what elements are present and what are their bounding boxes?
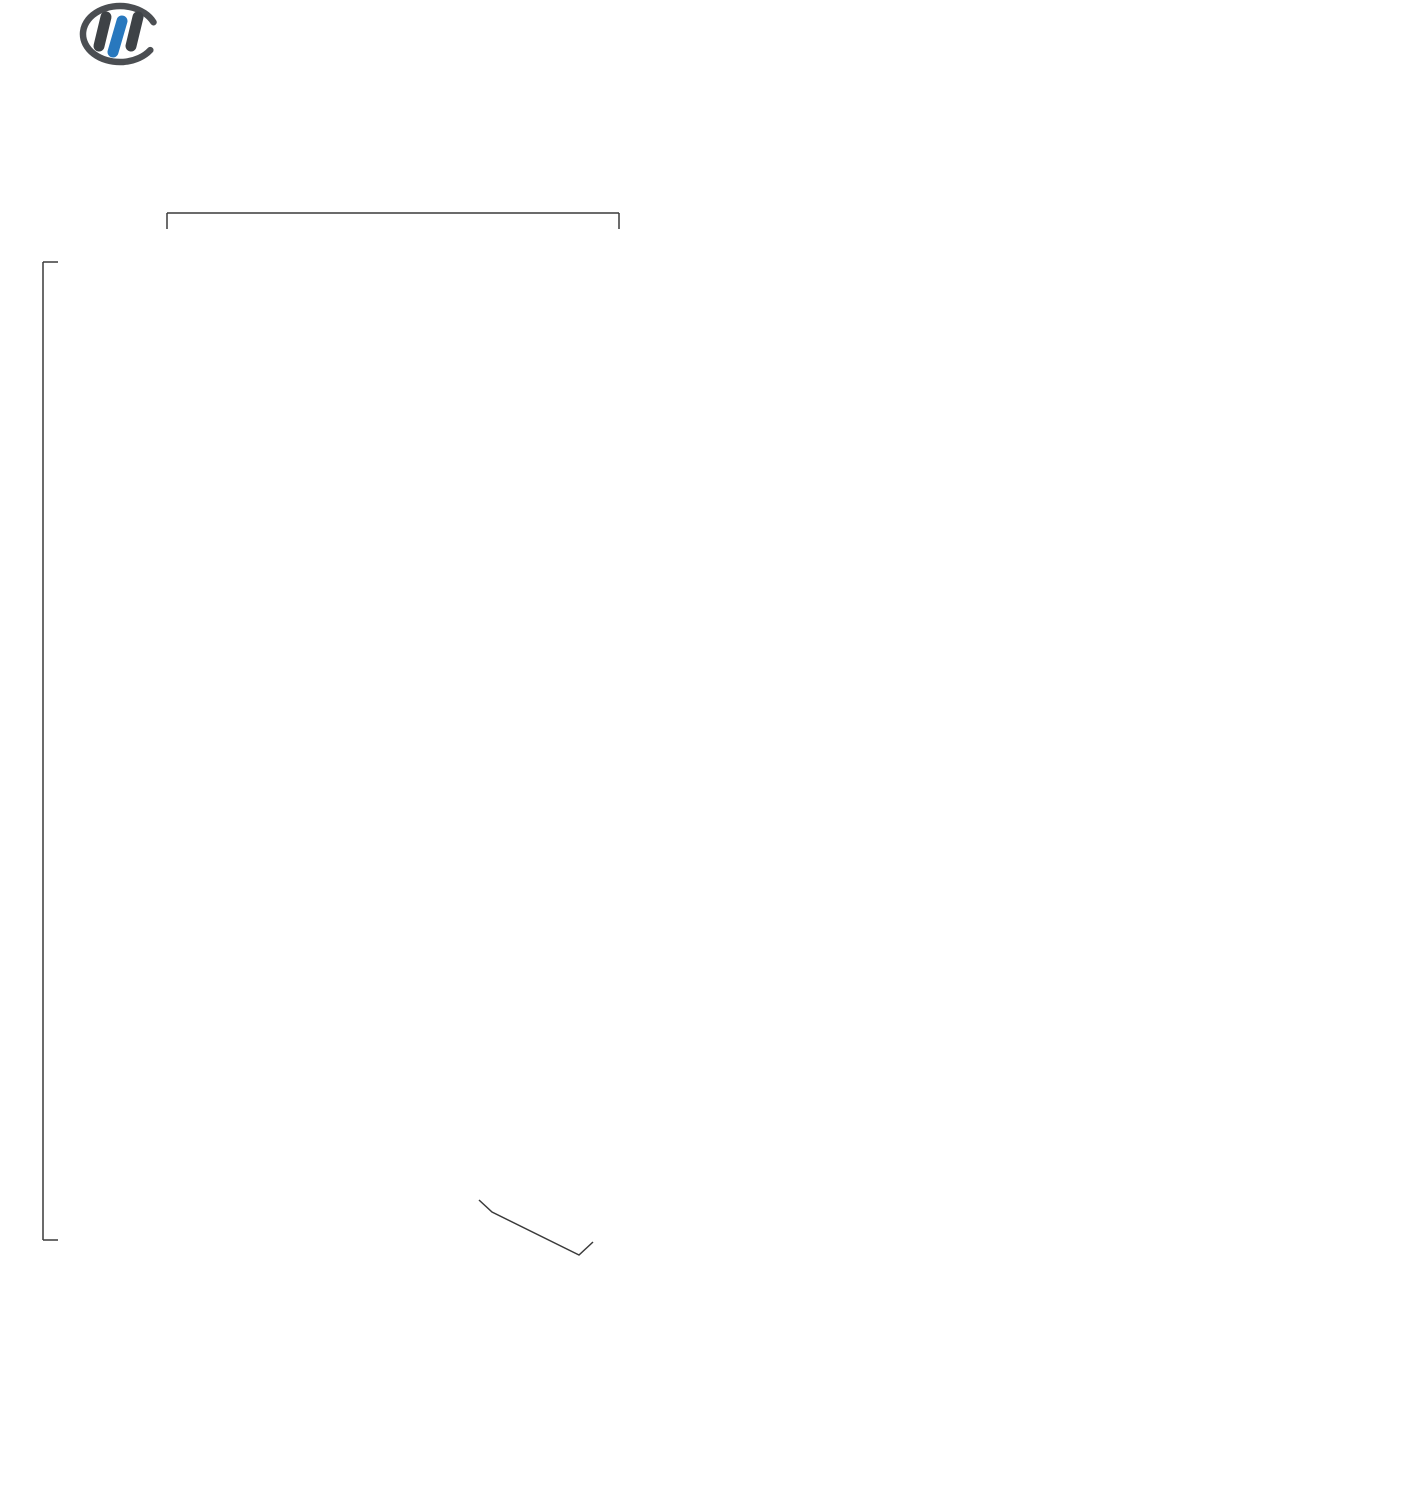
- logo-m-bar-right-icon: [131, 17, 138, 46]
- logo-m-bar-mid-icon: [113, 21, 122, 52]
- logo-m-bar-left-icon: [99, 17, 106, 46]
- brand-logo: [83, 6, 154, 62]
- dimension-annotations: [43, 213, 619, 1255]
